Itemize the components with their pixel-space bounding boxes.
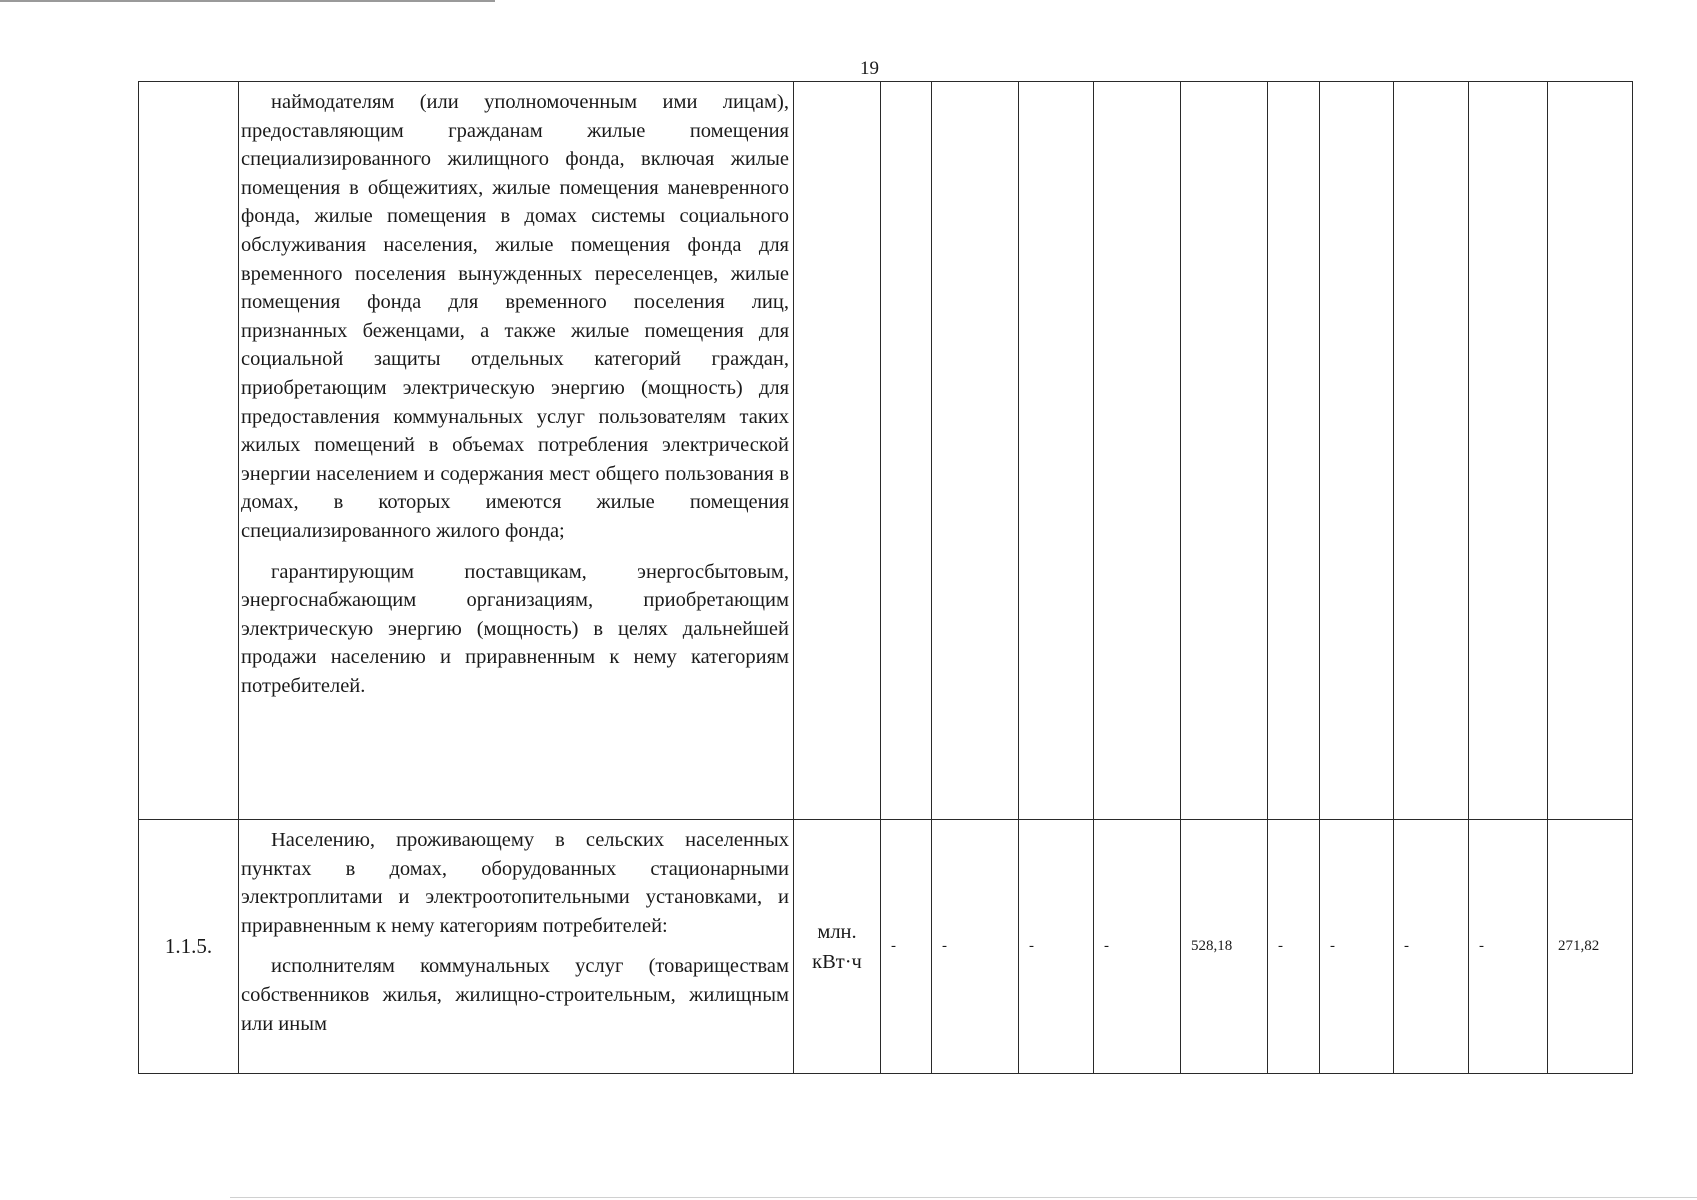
unit-line: млн. xyxy=(817,920,857,943)
value-cell xyxy=(1469,82,1548,820)
value-cell: - xyxy=(1394,820,1469,1074)
value-cell xyxy=(1320,82,1394,820)
table-row xyxy=(139,820,1633,1074)
description-paragraph: наймодателям (или уполномоченным ими лицам), предоставляющим гражданам жилые помещения специализированного жилищного фонда, включая жилые помещения в общежитиях, жилые помещения маневренного фонда, жилые помещения в домах системы социального обслуживания населения, жилые помещения фонда для временного поселения вынужденных переселенцев, жилые помещения фонда для временного поселения лиц, признанных беженцами, а также жилые помещения для социальной защиты отдельных категорий граждан, приобретающим электрическую энергию (мощность) для предоставления коммунальных услуг пользователям таких жилых помещений в объемах потребления электрической энергии населением и содержания мест общего пользования в домах, в которых имеются жилые помещения специализированного жилого фонда; xyxy=(241,91,789,542)
unit-line: кВт·ч xyxy=(812,950,862,973)
value-cell: - xyxy=(1019,820,1094,1074)
value-cell: - xyxy=(932,820,1019,1074)
row-description xyxy=(239,820,794,1074)
value-cell xyxy=(881,82,932,820)
unit-cell xyxy=(794,820,881,1074)
description-paragraph: гарантирующим поставщикам, энергосбытовым, энергоснабжающим организациям, приобретающим электрическую энергию (мощность) в целях дальнейшей продажи населению и приравненным к нему категориям потребителей. xyxy=(241,560,789,697)
row-number: 1.1.5. xyxy=(139,820,239,1074)
scan-edge-top xyxy=(0,0,495,2)
value-cell: - xyxy=(1268,820,1320,1074)
value-cell xyxy=(1181,82,1268,820)
value-cell: - xyxy=(1094,820,1181,1074)
row-description xyxy=(239,82,794,820)
value-cell: - xyxy=(1320,820,1394,1074)
value-cell: - xyxy=(1469,820,1548,1074)
scan-edge-bottom xyxy=(230,1197,1697,1198)
value-cell xyxy=(932,82,1019,820)
table-row xyxy=(139,82,1633,820)
value-cell xyxy=(1268,82,1320,820)
value-cell xyxy=(1094,82,1181,820)
row-number xyxy=(139,82,239,820)
description-paragraph: исполнителям коммунальных услуг (товариществам собственников жилья, жилищно-строительным, жилищным или иным xyxy=(241,955,789,1035)
description-paragraph: Населению, проживающему в сельских населенных пунктах в домах, оборудованных стационарными электроплитами и электроотопительными установками, и приравненным к нему категориям потребителей: xyxy=(241,829,789,937)
value-cell xyxy=(1394,82,1469,820)
value-cell: - xyxy=(881,820,932,1074)
value-cell: 528,18 xyxy=(1181,820,1268,1074)
value-cell xyxy=(1019,82,1094,820)
page-number: 19 xyxy=(860,58,879,79)
unit-cell xyxy=(794,82,881,820)
tariff-table xyxy=(138,81,1633,1074)
value-cell xyxy=(1548,82,1633,820)
value-cell: 271,82 xyxy=(1548,820,1633,1074)
